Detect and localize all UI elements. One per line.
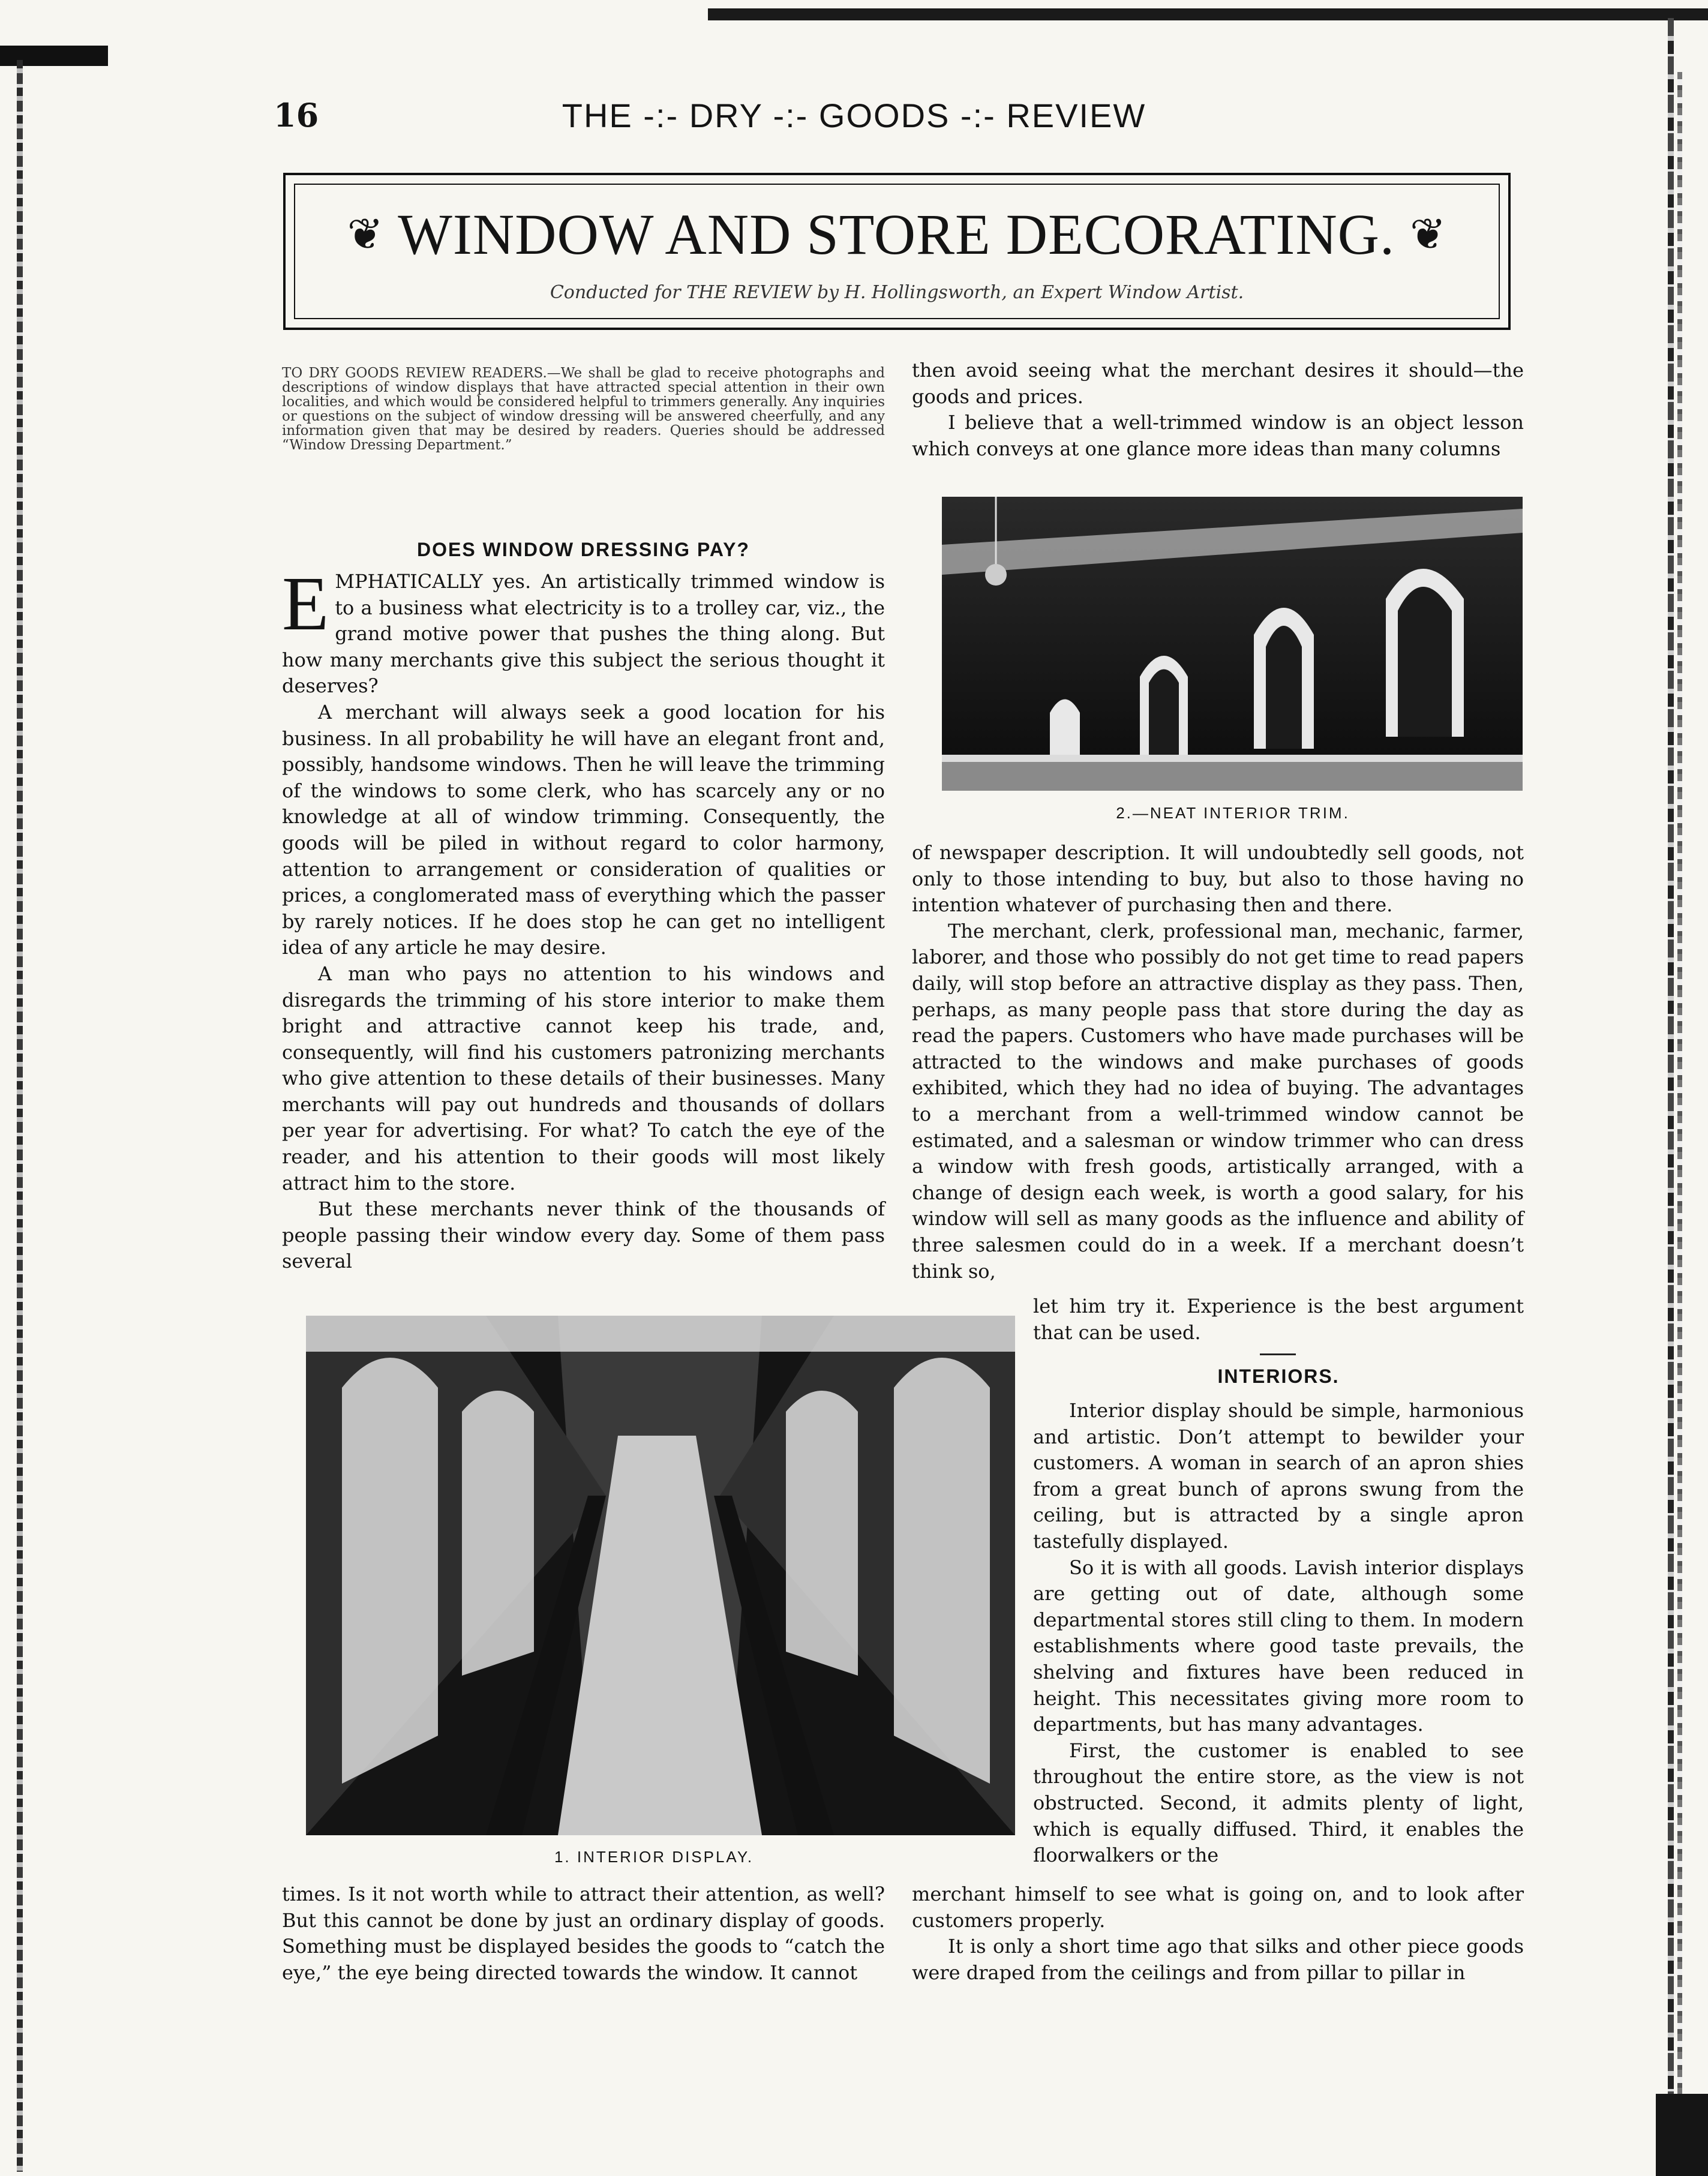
article-paragraph: A merchant will always seek a good location for his business. In all probability he will have an elegant front and, possibly, handsome windows. Then he will leave the trimming of the windows to some clerk, who has scarcely any or no knowledge at all of window trimming. Consequently, the goods will be piled in without regard to color harmony, attention to arrangement or consideration of qualities or prices, a conglomerated mass of everything which the passer by rarely notices. If he does stop he can get no intelligent idea of any article he may desire. (282, 700, 885, 959)
article-paragraph: A man who pays no attention to his windows and disregards the trimming of his store interior to make them bright and attractive cannot keep his trade, and, consequently, will find his customers patronizing merchants who give attention to these details of their businesses. Many merchants will pay out hundreds and thousands of dollars per year for advertising. For what? To catch the eye of the reader, and his attention to their goods will most likely attract him to the store. (282, 962, 885, 1194)
scan-edge-top (708, 8, 1708, 20)
article-paragraph: First, the customer is enabled to see throughout the entire store, as the view is not obstructed. Second, it admits plenty of light, which is equally diffused. Third, it enables the floorwalkers or the (1033, 1739, 1524, 1867)
article-paragraph: times. Is it not worth while to attract their attention, as well? But this cannot be done by just an ordinary display of goods. Something must be displayed besides the goods to “catch the eye,” the eye being directed towards the window. It cannot (282, 1883, 885, 1984)
department-title: WINDOW AND STORE DECORATING. (398, 202, 1395, 266)
running-title: THE -:- DRY -:- GOODS -:- REVIEW (562, 97, 1146, 134)
department-subheading: Conducted for THE REVIEW by H. Hollingsworth, an Expert Window Artist. (550, 282, 1244, 303)
scan-edge-right-inner (1677, 72, 1682, 2100)
photo-interior-display-image (306, 1316, 1015, 1835)
column2-text-top (912, 358, 1524, 462)
scan-edge-left (17, 60, 23, 2172)
article-heading-interiors: INTERIORS. (1217, 1365, 1340, 1387)
page-number: 16 (274, 96, 319, 134)
article-paragraph: merchant himself to see what is going on, and to look after customers properly. (912, 1883, 1524, 1932)
photo-interior-display (306, 1316, 1015, 1835)
article-paragraph: I believe that a well-trimmed window is an object lesson which conveys at one glance more ideas than many columns (912, 411, 1524, 460)
section-divider (1260, 1353, 1296, 1355)
column2-text-middle (912, 840, 1524, 1284)
column2-text-narrow-end (1033, 1293, 1524, 1346)
article-paragraph: But these merchants never think of the thousands of people passing their window every day. Some of them pass several (282, 1197, 885, 1273)
department-heading (283, 201, 1511, 268)
drop-cap: E (282, 561, 329, 646)
article-paragraph: It is only a short time ago that silks and other piece goods were draped from the ceilings and from pillar to pillar in (912, 1935, 1524, 1984)
photo-interior-trim-image (942, 497, 1523, 791)
first-paragraph-text: MPHATICALLY yes. An artistically trimmed window is to a business what electricity is to a trolley car, viz., the grand motive power that pushes the thing along. But how many merchants give this subject the serious thought it deserves? (282, 570, 885, 698)
article-paragraph: of newspaper description. It will undoubtedly sell goods, not only to those intending to buy, but also to those having no intention whatever of purchasing then and there. (912, 841, 1524, 917)
article-heading-window-dressing: DOES WINDOW DRESSING PAY? (417, 539, 750, 560)
column1-text-top (282, 561, 885, 1275)
article-paragraph: The merchant, clerk, professional man, mechanic, farmer, laborer, and those who possibly do not get time to read papers daily, will stop before an attractive display as they pass. Then, perhaps, as many people pass that store during the day as read the papers. Customers who have made purchases will be attracted to the windows and make purchases of goods exhibited, which they had no idea of buying. The advantages to a merchant from a well-trimmed window cannot be estimated, and a salesman or window trimmer who can dress a window with fresh goods, artistically arranged, with a change of design each week, is worth a good salary, for his window will sell as many goods as the influence and ability of three salesmen could do in a week. If a merchant doesn’t think so, (912, 919, 1524, 1283)
scan-edge-right (1668, 18, 1674, 2100)
article-paragraph (282, 561, 885, 700)
ornament-right-icon: ❦ (1410, 211, 1447, 259)
figure-caption-2: 2.—NEAT INTERIOR TRIM. (1116, 804, 1350, 822)
scan-edge-corner (0, 46, 108, 66)
scan-edge-bottom-right (1656, 2094, 1708, 2176)
article-paragraph: let him try it. Experience is the best argument that can be used. (1033, 1295, 1524, 1344)
interiors-text (1033, 1398, 1524, 1869)
column1-text-bottom (282, 1881, 885, 1986)
readers-notice: TO DRY GOODS REVIEW READERS.—We shall be glad to receive photographs and descriptions of window displays that have attracted special attention in their own localities, and which would be considered helpful to trimmers generally. Any inquiries or questions on the subject of window dressing will be answered cheerfully, and any information given that may be desired by readers. Queries should be addressed “Window Dressing Department.” (282, 365, 885, 453)
photo-neat-interior-trim (942, 497, 1523, 791)
column2-text-bottom (912, 1881, 1524, 1986)
article-paragraph: then avoid seeing what the merchant desires it should—the goods and prices. (912, 359, 1524, 408)
figure-caption-1: 1. INTERIOR DISPLAY. (554, 1848, 754, 1866)
article-paragraph: Interior display should be simple, harmonious and artistic. Don’t attempt to bewilder your customers. A woman in search of an apron shies from a great bunch of aprons swung from the ceiling, but is attracted by a single apron tastefully displayed. (1033, 1399, 1524, 1553)
ornament-left-icon: ❦ (347, 211, 384, 259)
article-paragraph: So it is with all goods. Lavish interior displays are getting out of date, although some departmental stores still cling to them. In modern establishments where good taste prevails, the shelving and fixtures have been reduced in height. This necessitates giving more room to departments, but has many advantages. (1033, 1556, 1524, 1736)
